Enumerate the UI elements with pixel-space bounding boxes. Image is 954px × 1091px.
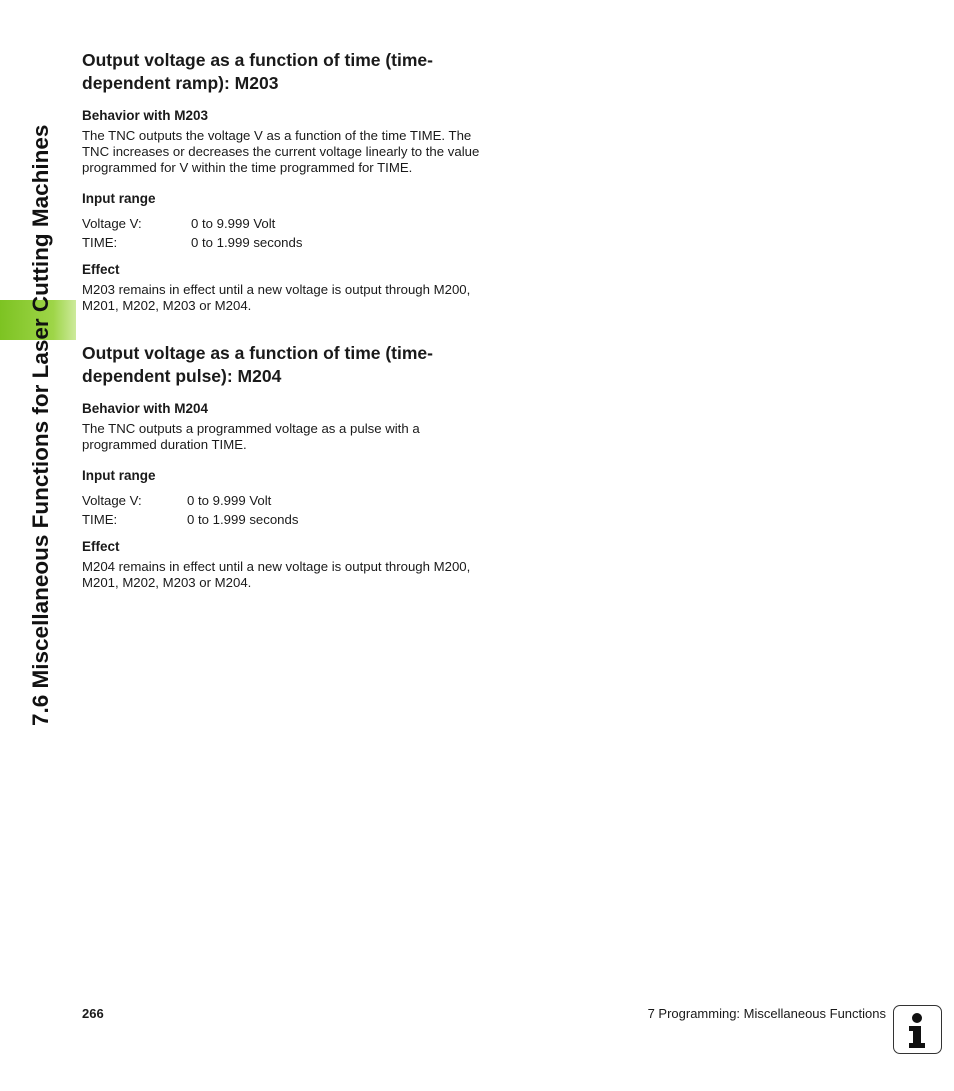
voltage-value: 0 to 9.999 Volt bbox=[191, 216, 276, 231]
effect-text bbox=[82, 282, 522, 314]
behavior-heading: Behavior with M203 bbox=[82, 108, 209, 123]
side-chapter-title: 7.6 Miscellaneous Functions for Laser Cutting Machines bbox=[28, 124, 53, 726]
section-heading bbox=[82, 342, 522, 388]
effect-text bbox=[82, 559, 522, 591]
text-line: The TNC outputs the voltage V as a function of the time TIME. The bbox=[82, 128, 472, 143]
text-line: The TNC outputs a programmed voltage as a pulse with a bbox=[82, 421, 420, 436]
info-icon[interactable] bbox=[893, 1005, 942, 1054]
text-line: M203 remains in effect until a new voltage is output through M200, bbox=[82, 282, 471, 297]
heading-line-2: dependent pulse): M204 bbox=[82, 366, 282, 386]
time-row bbox=[82, 510, 522, 529]
section-heading bbox=[82, 49, 522, 95]
section-m204 bbox=[82, 342, 522, 591]
time-label: TIME: bbox=[82, 512, 118, 527]
voltage-label: Voltage V: bbox=[82, 493, 142, 508]
text-line: TNC increases or decreases the current voltage linearly to the value bbox=[82, 144, 480, 159]
heading-line-1: Output voltage as a function of time (time- bbox=[82, 50, 433, 70]
text-line: programmed duration TIME. bbox=[82, 437, 247, 452]
heading-line-2: dependent ramp): M203 bbox=[82, 73, 279, 93]
text-line: M201, M202, M203 or M204. bbox=[82, 298, 252, 313]
input-range-heading: Input range bbox=[82, 468, 156, 483]
input-range-heading: Input range bbox=[82, 191, 156, 206]
time-value: 0 to 1.999 seconds bbox=[191, 235, 303, 250]
time-row bbox=[82, 233, 522, 252]
section-m203 bbox=[82, 49, 522, 314]
info-icon-glyph bbox=[894, 1006, 940, 1052]
page-content bbox=[82, 48, 522, 591]
text-line: programmed for V within the time programmed for TIME. bbox=[82, 160, 413, 175]
page-number: 266 bbox=[82, 1006, 104, 1021]
time-value: 0 to 1.999 seconds bbox=[187, 512, 299, 527]
voltage-row bbox=[82, 214, 522, 233]
chapter-footer: 7 Programming: Miscellaneous Functions bbox=[647, 1006, 886, 1021]
voltage-row bbox=[82, 491, 522, 510]
effect-heading: Effect bbox=[82, 262, 120, 277]
heading-line-1: Output voltage as a function of time (time- bbox=[82, 343, 433, 363]
time-label: TIME: bbox=[82, 235, 118, 250]
text-line: M204 remains in effect until a new voltage is output through M200, bbox=[82, 559, 471, 574]
behavior-text bbox=[82, 128, 522, 176]
voltage-value: 0 to 9.999 Volt bbox=[187, 493, 272, 508]
text-line: M201, M202, M203 or M204. bbox=[82, 575, 252, 590]
voltage-label: Voltage V: bbox=[82, 216, 142, 231]
behavior-heading: Behavior with M204 bbox=[82, 401, 209, 416]
behavior-text bbox=[82, 421, 522, 453]
effect-heading: Effect bbox=[82, 539, 120, 554]
